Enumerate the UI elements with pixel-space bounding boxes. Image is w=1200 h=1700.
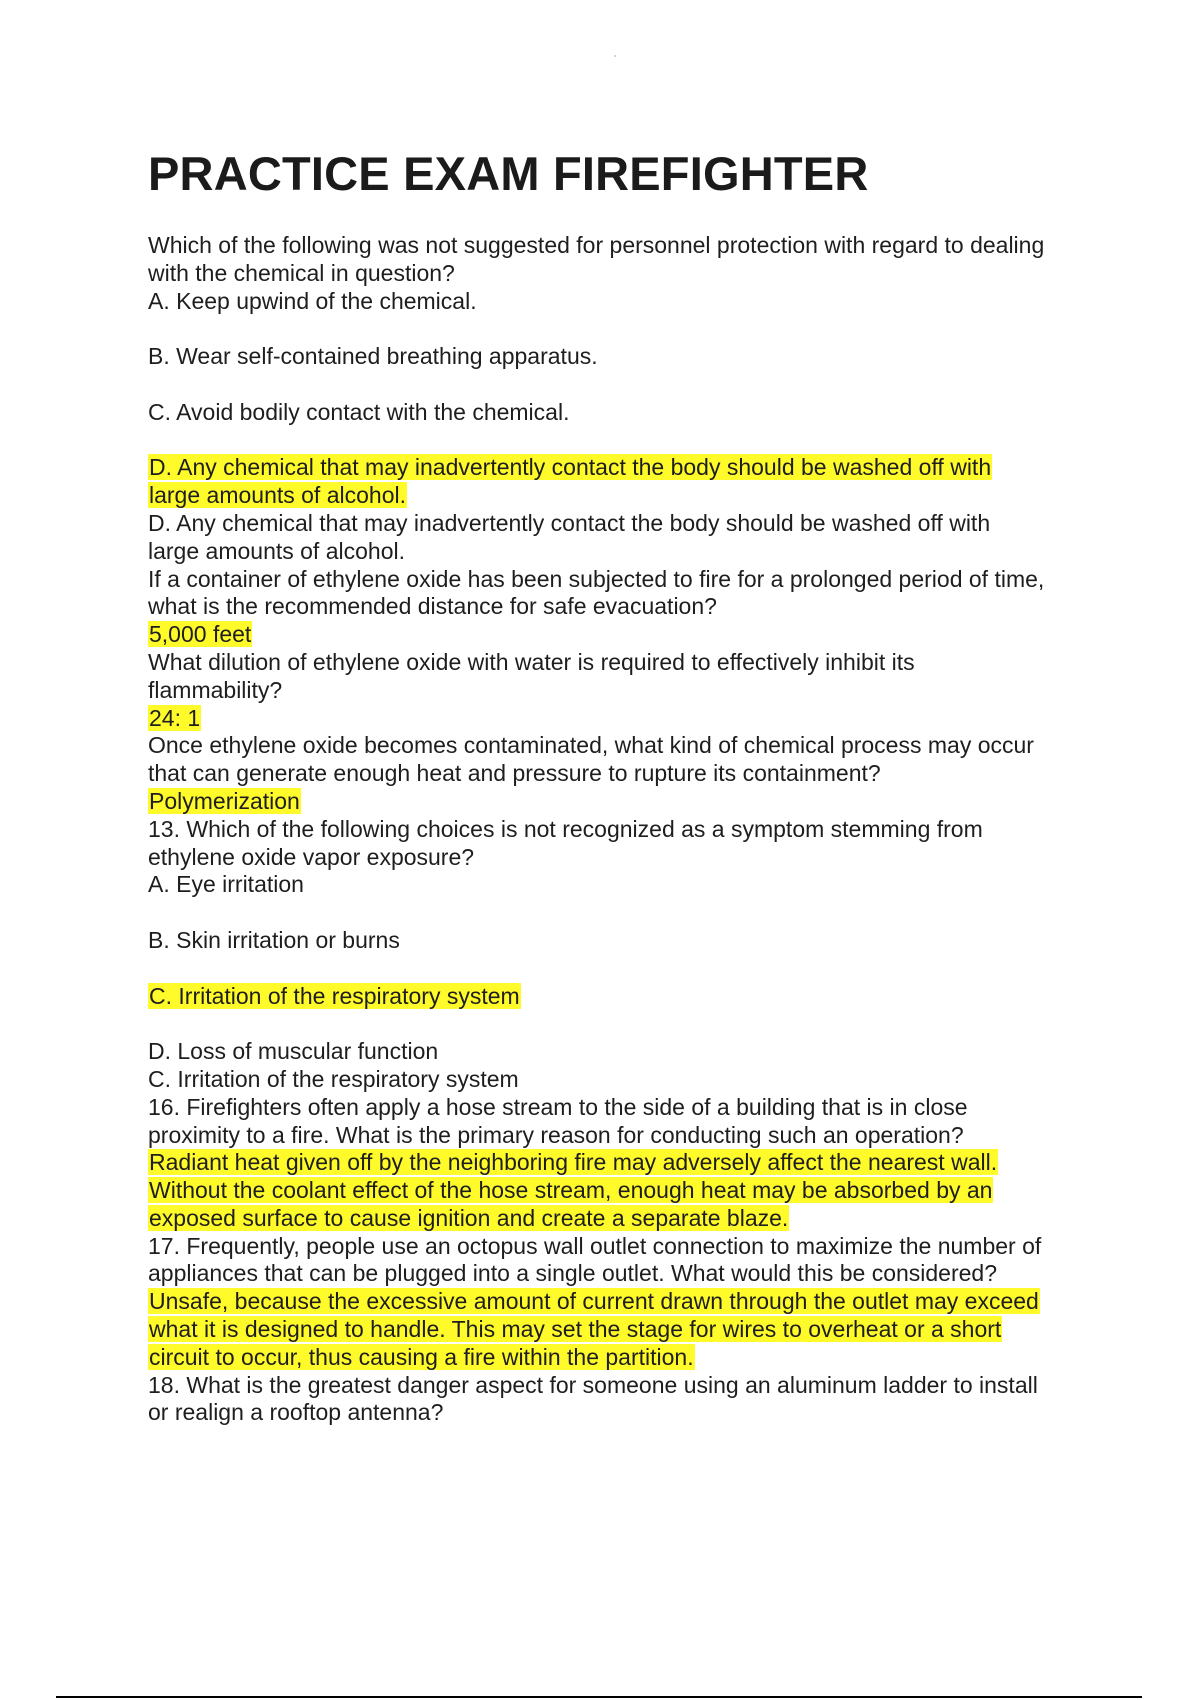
highlighted-answer: what it is designed to handle. This may set the stage for wires to overheat or a short <box>149 1316 1002 1343</box>
answer-option: B. Skin irritation or burns <box>148 926 400 953</box>
highlighted-answer-line <box>148 454 1098 482</box>
highlighted-answer-line <box>148 788 1098 816</box>
answer-option: C. Avoid bodily contact with the chemical. <box>148 398 570 425</box>
answer-option: A. Eye irritation <box>148 871 304 898</box>
question-text: that can generate enough heat and pressure to rupture its containment? <box>148 760 881 787</box>
question-text: 17. Frequently, people use an octopus wall outlet connection to maximize the number of <box>148 1232 1042 1259</box>
question-text: What dilution of ethylene oxide with water is required to effectively inhibit its <box>148 648 915 675</box>
highlighted-answer-line <box>148 1149 1098 1177</box>
scan-speck <box>614 55 616 57</box>
highlighted-answer: Polymerization <box>149 787 300 814</box>
answer-option: B. Wear self-contained breathing apparatus. <box>148 343 598 370</box>
question-text: or realign a rooftop antenna? <box>148 1399 444 1426</box>
highlighted-answer-line <box>148 983 1098 1011</box>
answer-key-text: large amounts of alcohol. <box>148 537 405 564</box>
question-text: 16. Firefighters often apply a hose stream to the side of a building that is in close <box>148 1093 968 1120</box>
highlighted-answer-line <box>148 705 1098 733</box>
question-text: proximity to a fire. What is the primary reason for conducting such an operation? <box>148 1121 964 1148</box>
highlighted-answer: Unsafe, because the excessive amount of current drawn through the outlet may exceed <box>149 1288 1039 1315</box>
exam-content <box>148 232 1098 1427</box>
page-title: PRACTICE EXAM FIREFIGHTER <box>148 147 869 200</box>
highlighted-answer-line <box>148 1316 1098 1344</box>
highlighted-answer: 24: 1 <box>149 704 201 731</box>
highlighted-answer: Without the coolant effect of the hose stream, enough heat may be absorbed by an <box>149 1177 993 1204</box>
highlighted-answer: 5,000 feet <box>149 621 252 648</box>
question-text: flammability? <box>148 676 283 703</box>
question-text: 18. What is the greatest danger aspect for someone using an aluminum ladder to install <box>148 1371 1038 1398</box>
highlighted-answer: large amounts of alcohol. <box>149 482 406 509</box>
question-text: If a container of ethylene oxide has been subjected to fire for a prolonged period of time, <box>148 565 1045 592</box>
question-text: what is the recommended distance for safe evacuation? <box>148 593 717 620</box>
question-text: ethylene oxide vapor exposure? <box>148 843 475 870</box>
question-text: Once ethylene oxide becomes contaminated, what kind of chemical process may occur <box>148 732 1034 759</box>
highlighted-answer: C. Irritation of the respiratory system <box>149 982 520 1009</box>
highlighted-answer-line <box>148 1205 1098 1233</box>
answer-key-text: C. Irritation of the respiratory system <box>148 1065 519 1092</box>
highlighted-answer-line <box>148 621 1098 649</box>
question-text: Which of the following was not suggested for personnel protection with regard to dealing <box>148 232 1045 258</box>
highlighted-answer: exposed surface to cause ignition and create a separate blaze. <box>149 1204 789 1231</box>
highlighted-answer: D. Any chemical that may inadvertently contact the body should be washed off with <box>149 454 992 481</box>
footer-divider <box>56 1696 1142 1698</box>
question-text: appliances that can be plugged into a single outlet. What would this be considered? <box>148 1260 998 1287</box>
highlighted-answer-line <box>148 1177 1098 1205</box>
highlighted-answer: Radiant heat given off by the neighboring fire may adversely affect the nearest wall. <box>149 1149 998 1176</box>
answer-key-text: D. Any chemical that may inadvertently contact the body should be washed off with <box>148 509 991 536</box>
highlighted-answer-line <box>148 1344 1098 1372</box>
answer-option: D. Loss of muscular function <box>148 1038 439 1065</box>
question-text: 13. Which of the following choices is not recognized as a symptom stemming from <box>148 815 983 842</box>
highlighted-answer: circuit to occur, thus causing a fire within the partition. <box>149 1343 694 1370</box>
question-text: with the chemical in question? <box>148 259 455 286</box>
answer-option: A. Keep upwind of the chemical. <box>148 287 477 314</box>
highlighted-answer-line <box>148 482 1098 510</box>
highlighted-answer-line <box>148 1288 1098 1316</box>
